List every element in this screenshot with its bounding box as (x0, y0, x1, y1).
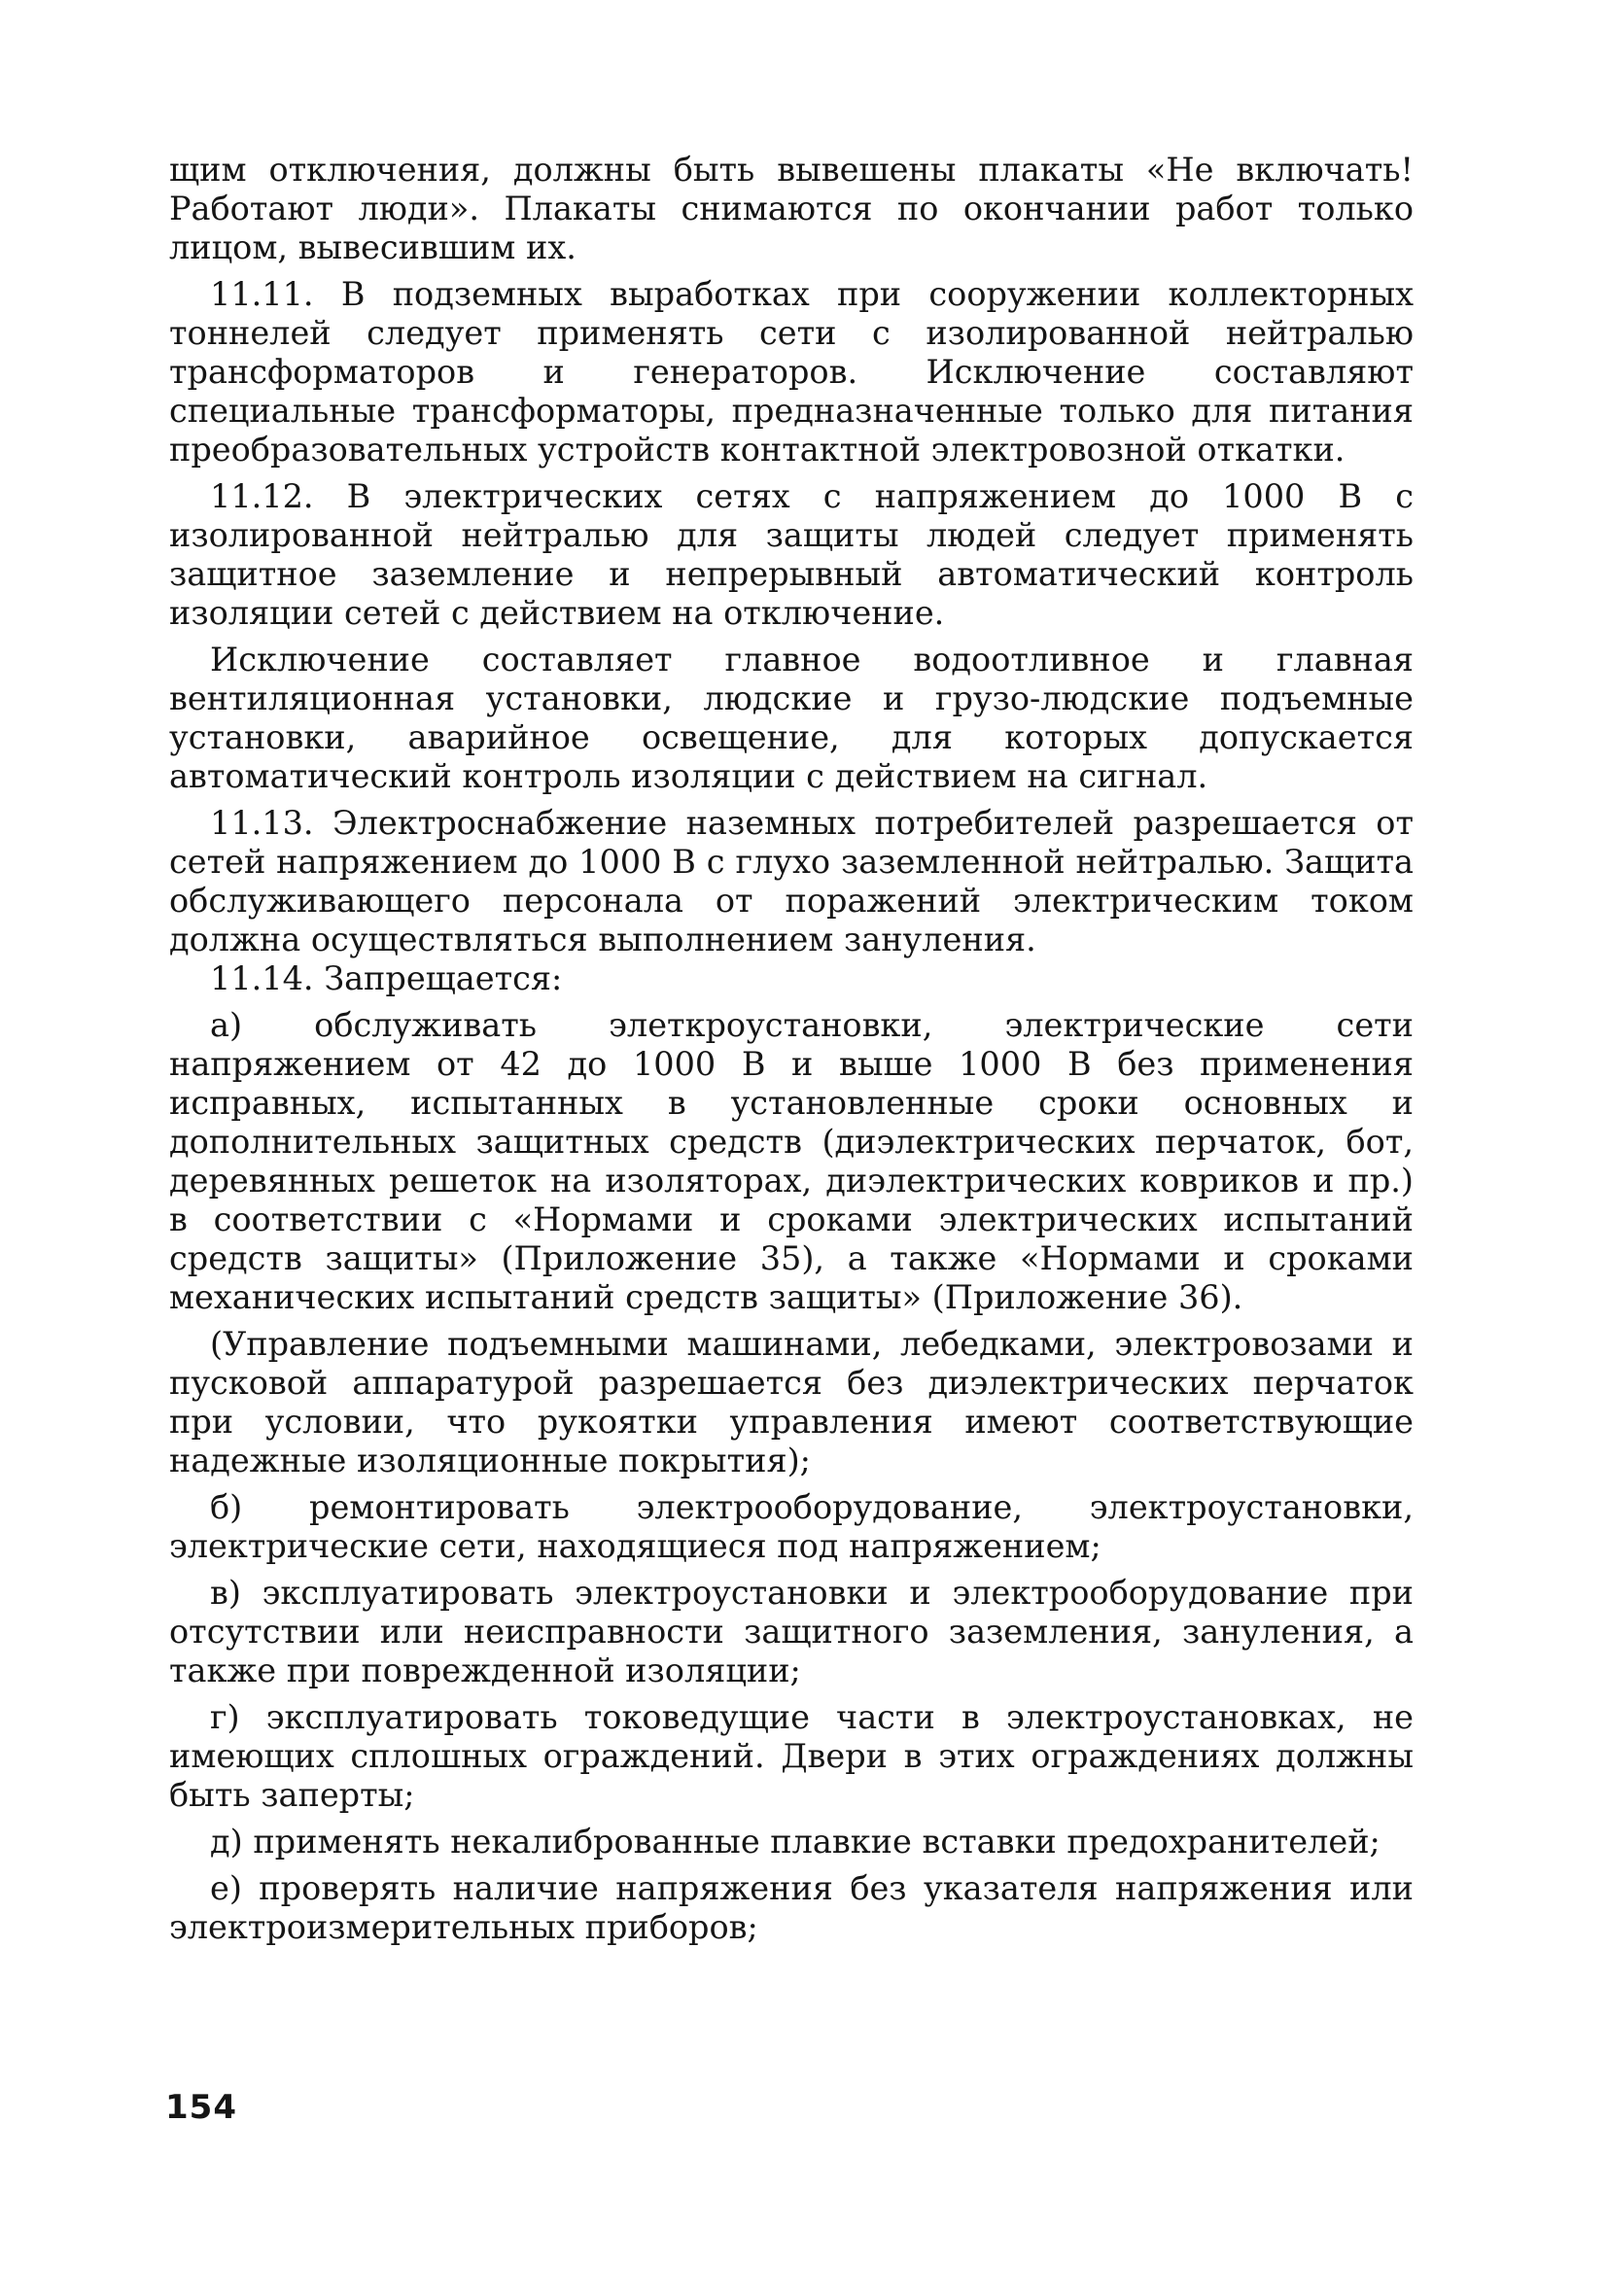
page-body (169, 151, 1414, 1947)
list-item-v: в) эксплуатировать электроустановки и электрооборудование при отсутствии или неисправности защитного заземления, зануления, а также при поврежденной изоляции; (169, 1574, 1414, 1689)
paragraph-continuation: щим отключения, должны быть вывешены плакаты «Не включать! Работают люди». Плакаты снимаются по окончании работ только лицом, вывесившим их. (169, 151, 1414, 266)
list-item-b: б) ремонтировать электрооборудование, электроустановки, электрические сети, находящиеся под напряжением; (169, 1488, 1414, 1565)
paragraph-exception: Исключение составляет главное водоотливное и главная вентиляционная установки, людские и грузо-людские подъемные установки, аварийное освещение, для которых допускается автоматический контроль изоляции с действием на сигнал. (169, 641, 1414, 795)
page-number: 154 (165, 2088, 237, 2127)
paragraph-note: (Управление подъемными машинами, лебедками, электровозами и пусковой аппаратурой разрешается без диэлектрических перчаток при условии, что рукоятки управления имеют соответствующие надежные изоляционные покрытия); (169, 1325, 1414, 1479)
paragraph-11-14: 11.14. Запрещается: (210, 959, 563, 997)
list-item-d: д) применять некалиброванные плавкие вставки предохранителей; (210, 1823, 1381, 1861)
list-item-g: г) эксплуатировать токоведущие части в электроустановках, не имеющих сплошных ограждений. Двери в этих ограждениях должны быть заперты; (169, 1698, 1414, 1814)
paragraph-11-12: 11.12. В электрических сетях с напряжением до 1000 В с изолированной нейтралью для защиты людей следует применять защитное заземление и непрерывный автоматический контроль изоляции сетей с действием на отключение. (169, 477, 1414, 632)
paragraph-11-11: 11.11. В подземных выработках при сооружении коллекторных тоннелей следует применять сети с изолированной нейтралью трансформаторов и генераторов. Исключение составляют специальные трансформаторы, предназначенные только для питания преобразовательных устройств контактной электровозной откатки. (169, 275, 1414, 469)
paragraph-11-13: 11.13. Электроснабжение наземных потребителей разрешается от сетей напряжением до 1000 В с глухо заземленной нейтралью. Защита обслуживающего персонала от поражений электрическим током должна осуществляться выполнением зануления. (169, 804, 1414, 958)
list-item-a: а) обслуживать элеткроустановки, электрические сети напряжением от 42 до 1000 В и выше 1000 В без применения исправных, испытанных в установленные сроки основных и дополнительных защитных средств (диэлектрических перчаток, бот, деревянных решеток на изоляторах, диэлектрических ковриков и пр.) в соответствии с «Нормами и сроками электрических испытаний средств защиты» (Приложение 35), а также «Нормами и сроками механических испытаний средств защиты» (Приложение 36). (169, 1006, 1414, 1316)
list-item-e: е) проверять наличие напряжения без указателя напряжения или электроизмерительных приборов; (169, 1869, 1414, 1946)
